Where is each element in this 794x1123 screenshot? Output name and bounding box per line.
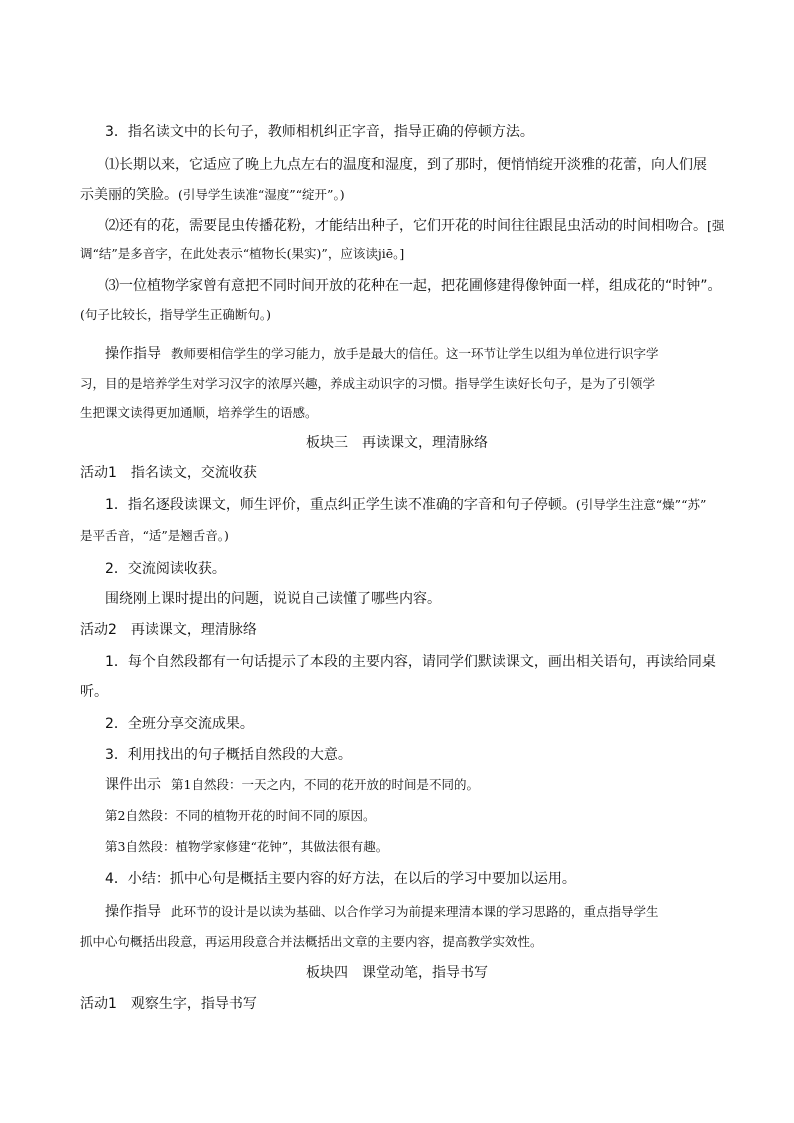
activity-item-line: 2．全班分享交流成果。 [105, 716, 254, 732]
activity-item-line [105, 495, 706, 515]
activity-heading: 活动1 指名读文，交流收获 [80, 465, 257, 481]
activity-heading: 活动1 观察生字，指导书写 [80, 996, 257, 1012]
sentence-text: ⑵还有的花，需要昆虫传播花粉，才能结出种子，它们开花的时间往往跟昆虫活动的时间相吻合。 [105, 218, 707, 234]
guidance-line-2: 习，目的是培养学生对学习汉字的浓厚兴趣，养成主动识字的习惯。指导学生读好长句子，是为了引领学 [80, 376, 656, 391]
activity-note-line: 是平舌音，“适”是翘舌音。) [80, 528, 229, 543]
teaching-note: (引导学生注意“燥”“苏” [575, 497, 707, 512]
guidance-text: 教师要相信学生的学习能力，放手是最大的信任。这一环节让学生以组为单位进行识字学 [171, 346, 659, 361]
summary-line: 4．小结：抓中心句是概括主要内容的好方法，在以后的学习中要加以运用。 [105, 871, 576, 887]
sentence-3-note-line: (句子比较长，指导学生正确断句。) [80, 307, 272, 322]
activity-item-line: 3．利用找出的句子概括自然段的大意。 [105, 747, 352, 763]
sentence-text: 示美丽的笑脸。 [80, 187, 178, 203]
activity-item-line: 2．交流阅读收获。 [105, 561, 226, 577]
guidance-label: 操作指导 [105, 346, 161, 362]
courseware-line: 第3自然段：植物学家修建“花钟”，其做法很有趣。 [105, 839, 389, 854]
sentence-2-note-line: 调“结”是多音字，在此处表示“植物长(果实)”，应该读jiē。] [80, 246, 405, 261]
activity-item-line: 听。 [80, 684, 108, 700]
guidance-label: 操作指导 [105, 904, 161, 920]
courseware-text: 第1自然段：一天之内，不同的花开放的时间是不同的。 [171, 777, 479, 792]
activity-item-line: 1．每个自然段都有一句话提示了本段的主要内容，请同学们默读课文，画出相关语句，再读给同桌 [105, 654, 716, 670]
courseware-line [105, 775, 479, 795]
guidance-line-1 [105, 902, 659, 922]
sentence-2-line-1 [105, 216, 724, 236]
guidance-line-3: 生把课文读得更加通顺，培养学生的语感。 [80, 405, 318, 420]
sentence-1-line-2 [80, 185, 345, 205]
instruction-line: 3．指名读文中的长句子，教师相机纠正字音，指导正确的停顿方法。 [105, 124, 534, 140]
teaching-note: [强 [707, 218, 725, 233]
item-text: 1．指名逐段读课文，师生评价，重点纠正学生读不准确的字音和句子停顿。 [105, 497, 576, 513]
teaching-note: (引导学生读准“湿度”“绽开”。) [178, 187, 345, 202]
section-heading-3: 板块三 再读课文，理清脉络 [306, 435, 488, 451]
sentence-1-line-1: ⑴长期以来，它适应了晚上九点左右的温度和湿度，到了那时，便悄悄绽开淡雅的花蕾，向人们展 [105, 157, 707, 173]
sentence-3-line-1: ⑶一位植物学家曾有意把不同时间开放的花种在一起，把花圃修建得像钟面一样，组成花的“时钟”。 [105, 278, 722, 294]
courseware-label: 课件出示 [105, 777, 161, 793]
guidance-line-2: 抓中心句概括出段意，再运用段意合并法概括出文章的主要内容，提高教学实效性。 [80, 934, 543, 949]
section-heading-4: 板块四 课堂动笔，指导书写 [306, 965, 488, 981]
guidance-text: 此环节的设计是以读为基础、以合作学习为前提来理清本课的学习思路的，重点指导学生 [171, 904, 659, 919]
activity-heading: 活动2 再读课文，理清脉络 [80, 622, 257, 638]
courseware-line: 第2自然段：不同的植物开花的时间不同的原因。 [105, 808, 376, 823]
guidance-line-1 [105, 344, 659, 364]
activity-item-line: 围绕刚上课时提出的问题，说说自己读懂了哪些内容。 [105, 591, 441, 607]
